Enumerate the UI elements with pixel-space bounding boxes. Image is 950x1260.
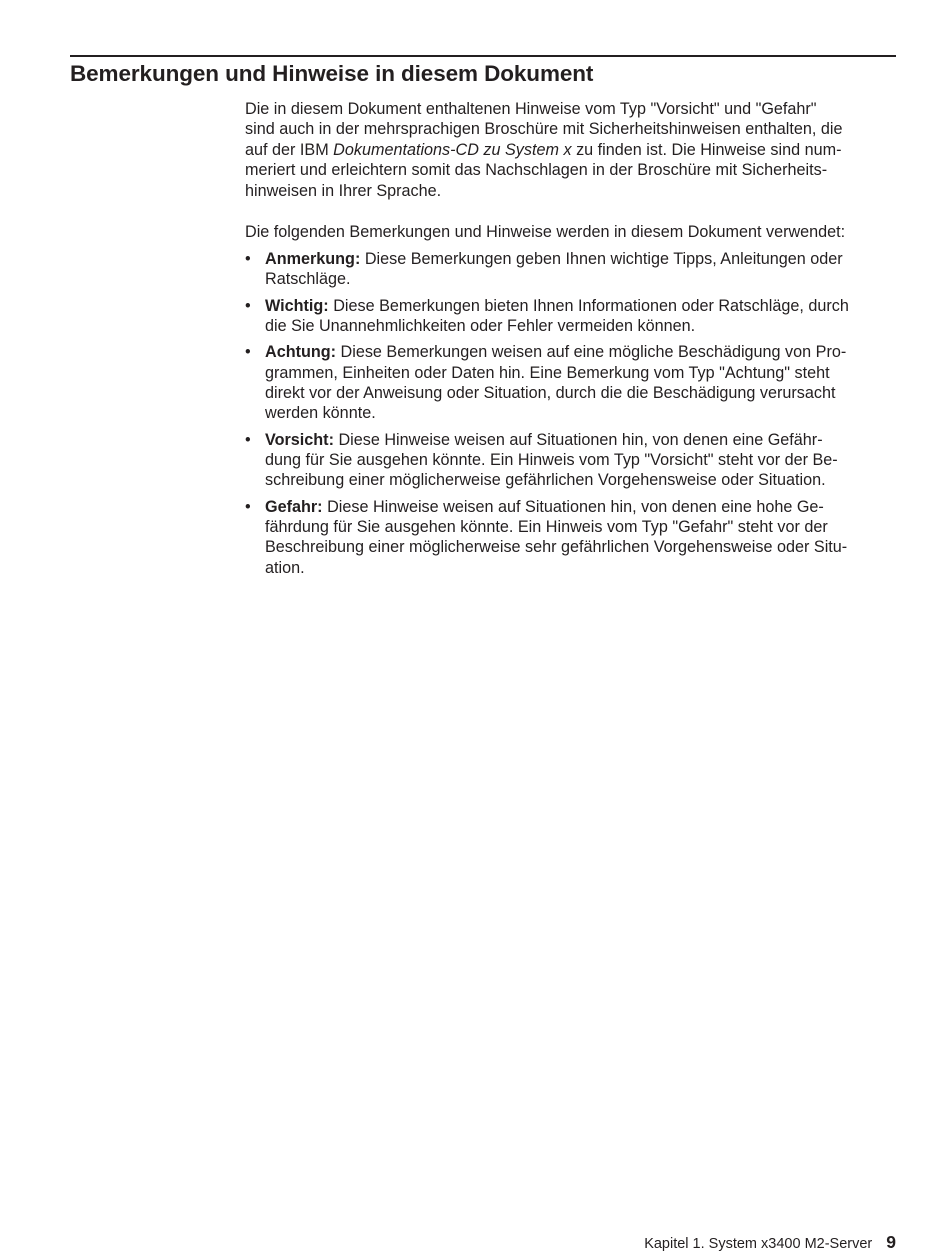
list-item [245,249,899,290]
list-item [245,296,899,337]
intro-line-start: auf der IBM [245,140,334,159]
note-text: Diese Hinweise weisen auf Situationen hin, von denen eine Gefähr- [333,430,823,449]
page-heading: Bemerkungen und Hinweise in diesem Dokument [70,61,594,86]
note-text: Diese Bemerkungen geben Ihnen wichtige Tipps, Anleitungen oder [360,249,843,268]
intro-paragraph [245,99,899,201]
note-term: Achtung: [265,343,337,362]
note-text: Diese Bemerkungen bieten Ihnen Informationen oder Ratschläge, durch [328,296,849,315]
list-item [245,430,899,491]
bullet: • [245,343,251,362]
note-text: fährdung für Sie ausgehen könnte. Ein Hinweis vom Typ "Gefahr" steht vor der [265,518,828,536]
notes-list [245,249,899,578]
note-text: Beschreibung einer möglicherweise sehr gefährlichen Vorgehensweise oder Situ- [265,538,848,557]
bullet: • [245,296,251,315]
note-text: Ratschläge. [265,270,351,289]
note-text: werden könnte. [265,404,376,423]
note-text: schreibung einer möglicherweise gefährlichen Vorgehensweise oder Situation. [265,471,826,490]
bullet: • [245,249,251,268]
note-text: die Sie Unannehmlichkeiten oder Fehler vermeiden können. [265,316,696,335]
intro-line: meriert und erleichtern somit das Nachschlagen in der Broschüre mit Sicherheits- [245,161,828,180]
bullet: • [245,430,251,449]
body-column [245,99,899,584]
list-intro: Die folgenden Bemerkungen und Hinweise werden in diesem Dokument verwendet: [245,222,846,241]
note-text: grammen, Einheiten oder Daten hin. Eine Bemerkung vom Typ "Achtung" steht [265,363,830,382]
page-footer [644,1232,896,1254]
heading-rule [70,55,896,57]
intro-line-end: zu finden ist. Die Hinweise sind num- [571,140,842,159]
bullet: • [245,497,251,516]
note-term: Wichtig: [265,296,329,315]
note-term: Anmerkung: [265,249,361,268]
cd-title: Dokumentations-CD zu System x [333,140,572,159]
intro-line: hinweisen in Ihrer Sprache. [245,181,442,200]
page-number: 9 [886,1232,896,1252]
note-term: Gefahr: [265,497,323,516]
note-text: direkt vor der Anweisung oder Situation, durch die die Beschädigung verursacht [265,383,836,402]
note-text: Diese Bemerkungen weisen auf eine mögliche Beschädigung von Pro- [336,343,847,362]
note-text: Diese Hinweise weisen auf Situationen hin, von denen eine hohe Ge- [322,497,824,516]
intro-line: Die in diesem Dokument enthaltenen Hinweise vom Typ "Vorsicht" und "Gefahr" [245,100,817,118]
list-item [245,497,899,579]
footer-chapter: Kapitel 1. System x3400 M2-Server [644,1236,873,1252]
note-term: Vorsicht: [265,430,334,449]
intro-line: sind auch in der mehrsprachigen Broschüre mit Sicherheitshinweisen enthalten, die [245,120,843,139]
list-item [245,342,899,424]
note-text: dung für Sie ausgehen könnte. Ein Hinweis vom Typ "Vorsicht" steht vor der Be- [265,450,838,469]
note-text: ation. [265,558,305,577]
